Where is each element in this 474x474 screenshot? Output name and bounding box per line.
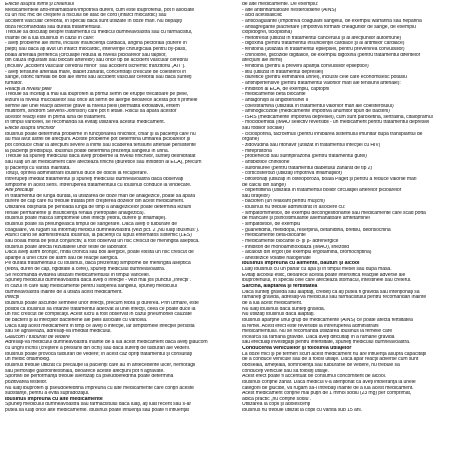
text-line: (inclusiv „accident vascular cerebral minor” sau accident ischemic tranzitoriu „AIT”). xyxy=(5,64,186,70)
text-line: - anestezice volatile halogenate xyxy=(242,255,311,261)
text-line: simptome în acest sens. Întreruperea tratamentului cu Ibusinus conduce la vindecare. xyxy=(5,182,192,188)
text-line: - zidovudină sau ritonavir (utilizat în tratamentul infecţiei cu HIV) xyxy=(242,143,381,149)
text-line: cu unghi închis (creştere a presiunii din ochi) sau dacă suferiţi de tulburări ale vederii. xyxy=(5,346,190,352)
text-line: Se recomandă evitarea utilizării medicamentului în timpul varicelei. xyxy=(5,272,150,278)
text-line: semne ale unei reacţii adverse grave la nivelul pielii (dermatită exfoliativă, eritem xyxy=(5,103,180,109)
text-line: sau perforaţie gastrointestinală, deoarece aceste afecţiuni pot fi agravate. xyxy=(5,368,165,374)
text-line: la pacienţii predispuşi. Ibusinus poate determina prezenţa sângelui în urină. xyxy=(5,148,170,154)
text-line: ibuprofenului, în special cele care afectează stomacul, intestinele sau creierul. xyxy=(242,278,412,284)
text-line: - metotrexat (utilizat în tratamentul cancerului şi al afecţiunilor autoimune) xyxy=(242,35,402,41)
text-line: Trebuie să încetaţi a mai lua ibuprofen la primul semn de erupţie trecătoare pe piele, xyxy=(5,92,189,98)
text-line: multiform, sindrom Stevens-Johnson) care pot fi letale. Riscul să apară acestor xyxy=(5,109,177,115)
text-line: - simpatomimetice, de exemplu decongestionante sau medicamente care scad pofta xyxy=(242,210,426,216)
text-line: înainte de a lua Ibusinus în cazul în care: xyxy=(5,35,95,41)
text-line: clopidogrel, ticlopidină) xyxy=(242,30,292,36)
text-line: Acest efect poate fi accentuat de consumul concomitent de alcool. xyxy=(242,374,387,380)
text-line: - mifepristonă xyxy=(242,148,272,154)
text-line: de a conduce vehicule sau de a folosi utilaje. Dacă apar reacţii adverse cum sunt xyxy=(242,357,419,363)
section-heading: Efecte asupra inimii şi creierului xyxy=(5,2,74,7)
text-line: Atunci când se administrează Ibusinus, la pacienţii cu lupus eritematos sistemic (LES) xyxy=(5,233,192,239)
text-line: Ibusinus poate determina probleme în funcţionarea rinichilor, chiar şi la pacienţii care nu xyxy=(5,131,196,137)
text-line: rămâneţi gravidă, adresaţi-vă medicului sau farmacistului pentru recomandări înainte xyxy=(242,295,427,301)
text-line: cu un risc mic de creştere a riscului de atac de cord (infarct miocardic) sau xyxy=(5,13,167,19)
text-line: - medicamente beta blocante xyxy=(242,92,306,98)
text-line: - ISRS (medicamente împotriva depresiei), cum sunt paroxetina, sertralina, citalopramul xyxy=(242,114,433,120)
text-line: - moclobemidă (IMAO selectiv reversibil - un medicament pentru tratamentul depresiei xyxy=(242,120,430,126)
text-line: adică practic „nu conţine sodiu”. xyxy=(242,396,312,402)
text-line: putea să luaţi orice alte medicamente. Ibusinus poate influenţa sau poate fi influenţat xyxy=(5,408,189,414)
text-line: sau braţelor) xyxy=(242,193,270,199)
text-line: coagulare, vă rugăm să informaţi medicul dumneavoastră (vezi pct. 2 „Nu luaţi Ibusinus”). xyxy=(5,227,200,233)
text-line: Pe durata tratamentului cu Ibusinus, dacă prezentaţi simptome de meningită aseptică xyxy=(5,261,191,267)
text-line: Spuneţi medicului dumneavoastră dacă aveţi o infecţie - vezi mai jos punctul „Infecţii”. xyxy=(5,278,192,284)
text-line: Dacă sunteţi gravidă sau alăptaţi, credeţi că aţi putea fi gravidă sau intenţionaţi să xyxy=(242,289,420,295)
left-text-column xyxy=(5,2,234,414)
section-heading: Glaucom / tulburări de vedere xyxy=(5,334,70,340)
text-line: Nu luaţi ibuprofen şi pseudoefedrină împreună cu alte medicamente care conţin aceste xyxy=(5,385,194,391)
text-line: - aveţi tensiune arterială mare, diabet zaharat, concentraţii crescute de colesterol în xyxy=(5,69,187,75)
text-line: sau fobiilor sociale) xyxy=(242,126,284,132)
text-line: au mai avut astfel de afecţiuni. Aceste probleme pot determina umflarea picioarelor şi xyxy=(5,137,191,143)
text-line: Ibusinus poate provoca tulburări de vedere; în acest caz opriţi tratamentul şi consultaţi xyxy=(5,351,192,357)
text-line: renale permanente şi insuficienţă renală (nefropatie analgezică). xyxy=(5,210,145,216)
text-line: - chinolone, glicozide digitalice, de exemplu digoxină (pentru tratamentul diferitelor xyxy=(242,52,421,58)
text-line: La doze mici şi pe termen scurt acest medicament nu are influenţă asupra capacităţii xyxy=(242,351,427,357)
right-text-column xyxy=(242,2,468,414)
text-line: substanţe, pentru a evita supradozajul. xyxy=(5,391,90,397)
text-line: Utilizarea la copii şi adolescenţi xyxy=(242,402,311,408)
text-line: Ibusinus conţine zahăr. Dacă medicul v-a atenţionat că aveţi intoleranţă la unele xyxy=(242,379,416,385)
text-line: din cauza îngustării sau blocării arterelor) sau orice tip de accident vascular cerebral xyxy=(5,58,188,64)
section-heading: Alte precauţii xyxy=(5,188,34,194)
text-line: dumneavoastră înainte de a utiliza acest medicament. xyxy=(5,289,123,295)
text-line: Spuneţi medicului dumneavoastră sau farmacistului dacă luaţi, aţi luat recent sau s-ar xyxy=(5,402,191,408)
text-line: Ibusinus trebuie utilizat cu precauţie la pacienţii care au în antecedente ulcer, hemoragii xyxy=(5,363,196,368)
text-line: Sportivii de performanţă trebuie avertizaţi că pseudoefedrina poate determina xyxy=(5,374,174,380)
text-line: - bifosfonaţi (utilizaţi în osteoporoză, boala Paget şi pentru a reduce valorile mari xyxy=(242,176,417,182)
text-line: sau se agravează, adresaţi-vă imediat medicului. xyxy=(5,329,112,335)
text-line: (febră, dureri de cap, rigiditate a cefei), spuneţi medicului dumneavoastră. xyxy=(5,267,166,273)
text-line: Nu utilizaţi Ibusinus dacă alăptaţi. xyxy=(242,312,315,318)
text-line: În timpul varicelei, se recomandă să evitaţi utilizarea acestui medicament. xyxy=(5,120,165,126)
section-heading: Ibusinus împreună cu alte medicamente xyxy=(5,396,103,402)
text-line: - antibiotice chinolone xyxy=(242,159,290,165)
text-line: - digoxină (pentru tratamentul insuficienţei cardiace şi al aritmiilor cardiace) xyxy=(242,41,405,47)
text-line: pot conduce chiar la afecţiuni severe a inimii sau scăderea tensiunii arteriale persistente xyxy=(5,143,196,149)
text-line: În tratamentul de lungă durată, la utilizarea de doze mari de analgezice, poate să apară xyxy=(5,193,196,199)
text-line: Medicamentele anti-inflamatoare/împotriva durerii, cum este ibuprofenul, pot fi asociate xyxy=(5,7,195,13)
text-line: - fenitoină (pentru a preveni apariţia convulsiilor epileptice) xyxy=(242,64,369,70)
text-line: acestor reacţii este în prima lună de tratament. xyxy=(5,114,107,120)
text-line: Luaţi Ibusinus cu un pahar cu apă şi în timpul mesei sau după masă. xyxy=(242,267,392,273)
text-line: organe) xyxy=(242,137,259,143)
text-line: - medicamente blocante α- şi β- adrenergice xyxy=(242,238,339,244)
text-line: - fenitoină (utilizată în tratamentul epilepsiei, pentru prevenirea convulsiilor) xyxy=(242,47,405,53)
text-line: Ibusinus aparţine unui grup de medicamente (AINS) ce poate afecta fertilitatea xyxy=(242,317,413,323)
text-line: piept) sau dacă aţi avut un infarct miocardic, intervenţie chirurgicală pentru by-pass, xyxy=(5,47,187,53)
text-line: Ibusinus poate ascunde semnele unor infecţii, precum febra şi durerea. Prin urmare, este xyxy=(5,300,199,306)
text-line: Utilizarea obişnuită pe perioadă lungă de timp a analgezicelor poate determina leziuni xyxy=(5,205,192,211)
text-line: sânge, istoric familial de boli ale inimii sau accident vascular cerebral sau dacă sunteţi xyxy=(5,75,192,81)
text-line: fumător. xyxy=(5,80,23,86)
text-line: un risc crescut de complicaţii. Acest lucru a fost observat în cazul pneumoniei cauzate xyxy=(5,312,192,318)
text-line: Ibusinus nu trebuie utilizat la copii cu vârsta sub 15 ani. xyxy=(242,408,362,414)
text-line: medicamentului. Nu se recomandă utilizarea Ibusinus la femeile care xyxy=(242,329,393,335)
text-line: - inhibitori de monoaminoxidază (IMAO), linezolid xyxy=(242,244,350,250)
text-line: durere de cap care nu trebuie tratată prin creşterea dozelor din acest medicament. xyxy=(5,199,185,205)
text-line: - alte antiinflamatoare nesteroidiene (AINS) xyxy=(242,7,337,13)
text-line: de calciu din sânge) xyxy=(242,182,286,188)
text-line: sau boală mixtă de ţesut conjunctiv, a fost observat un risc crescut de meningită aseptică. xyxy=(5,238,200,244)
text-line: - antiagregante plachetare (împotriva formării cheagurilor de sânge, de exemplu xyxy=(242,24,416,30)
text-line: - colestiramină (utilizată în tratamentul valorilor mari ale colesterolului) xyxy=(242,103,394,109)
section-heading: Infecţii xyxy=(5,295,20,301)
section-heading: Sarcina, alăptarea şi fertilitatea xyxy=(242,284,318,290)
text-line: - Ibusinus nu trebuie administrat în asociere cu: xyxy=(242,205,346,211)
text-line: - ciclosporină, tacrolimus (pentru inhibarea sistemului imunitar după transplantul de xyxy=(242,131,423,137)
text-line: şi pacienţii cu vârstă înaintată. xyxy=(5,165,71,171)
text-line: încearcă să rămână gravide. Dacă aveţi dificultăţi în a rămâne gravidă xyxy=(242,334,395,340)
text-line: Adresaţi-vă medicului dumneavoastră înainte de a lua acest medicament dacă aveţi glaucom xyxy=(5,340,208,346)
text-line: - antihipertensive (pentru tratamentul valorilor mari ale tensiunii arteriale): xyxy=(242,80,401,86)
text-line: - medicamente beta-blocante xyxy=(242,233,306,239)
text-line: - simpatolitice, de exemplu xyxy=(242,221,301,227)
text-line: apariţie a unei crize de astm sau de reacţie alergică. xyxy=(5,255,119,261)
text-line: Dacă aveţi astm bronşic, rinită cronică sau boli alergice, poate exista un risc crescut de xyxy=(5,250,194,256)
text-line: - diuretice (pentru eliminarea urinei), inclusiv cele care economisesc potasiu xyxy=(242,75,407,81)
text-line: - antagonişti ai angiotensinei II xyxy=(242,97,309,103)
text-line: de alte medicamente. De exemplu: xyxy=(242,2,319,7)
text-line: de mâncare şi psihostimulante asemănătoare amfetaminei xyxy=(242,216,370,222)
text-line: accident vascular cerebral, în special dacă sunt utilizate în doze mari. Nu depăşiţi xyxy=(5,18,182,24)
text-line: Întrerupeţi imediat tratamentul şi spuneţi medicului dumneavoastră dacă observaţi xyxy=(5,176,184,182)
section-heading: Conducerea vehiculelor şi folosirea utilajelor xyxy=(242,346,352,352)
text-line: Nu luaţi Ibusinus dacă sunteţi gravidă. xyxy=(242,306,325,312)
text-line: pozitivarea testelor. xyxy=(5,379,48,385)
text-line: Totuşi, oprirea administrării Ibusinus duce de obicei la recuperare. xyxy=(5,171,148,177)
text-line: leziuni la nivelul mucoaselor sau orice alt semn de alergie deoarece acesta pot fi primele xyxy=(5,97,198,103)
text-line: la femei. Acest efect este reversibil la întreruperea administrării xyxy=(242,323,379,329)
section-heading: Ibusinus împreună cu alimente, băuturi şi alcool xyxy=(242,261,360,267)
text-line: Ibusinus poate să prelungească timpul de sângerare. Dacă aveţi o tulburare de xyxy=(5,221,177,227)
text-line: - guanetidină, metildopa, reserpină, betanidină, bretiliu, debrisochină xyxy=(242,227,391,233)
text-line: - probenecid sau sulfinpirazonă (pentru tratamentul gutei) xyxy=(242,154,367,160)
text-line: Trebuie să spuneţi medicului dacă aveţi probleme la nivelul rinichilor, sunteţi deshidratat xyxy=(5,154,196,160)
text-line: conduceţi vehicule sau să folosiţi utilaje. xyxy=(242,368,329,374)
text-line: Acest medicament conţine mai puţin de 1 mmol sodiu (23 mg) per comprimat, xyxy=(242,391,412,397)
text-line: - anticoagulante (împotriva coagulării sângelui, de exemplu warfarina sau heparina xyxy=(242,18,422,24)
text-line: sau efectuaţi investigaţii pentru infertilitate, spuneţi medicului dumneavoastră. xyxy=(242,340,411,346)
text-line: - oxpentifilină (utilizată în tratamentul bolilor circulaţiei arterelor picioarelor xyxy=(242,188,402,194)
text-line: boală arterială periferică (circulaţie redusă la nivelul picioarelor sau tălpilor, xyxy=(5,52,167,58)
text-line: Evitaţi alcoolul etilic, deoarece acesta poate intensifica reacţiile adverse ale xyxy=(242,272,406,278)
text-line: - corticosteroizi (utilizaţi împotriva inflamaţiilor) xyxy=(242,171,342,177)
text-line: - litiu (utilizat în tratamentul depresiei) xyxy=(242,69,324,75)
text-line: afecţiuni ale inimii) xyxy=(242,58,283,64)
text-line: Dacă luaţi acest medicament în timp ce aveţi o infecţie, iar simptomele infecţiei persistă xyxy=(5,323,195,329)
text-line: Ibusinus poate afecta rezultatele unor teste de laborator. xyxy=(5,244,128,250)
text-line: sau luaţi un alt medicament care afectează rinichii (diuretice sau inhibitori ai ECA), precum xyxy=(5,159,202,165)
text-line: oboseala, ameţeala, somnolenţa sau tulburările de vedere, nu trebuie să xyxy=(242,363,400,368)
text-line: - sulfoniluree (pentru tratamentul diabetului zaharat de tip 2) xyxy=(242,165,373,171)
text-line: de a lua acest medicament. xyxy=(242,300,303,306)
text-line: posibil ca Ibusinus să întârzie tratamentul adecvat al unei infecţii, ceea ce poate duce la xyxy=(5,306,196,312)
text-line: - aminoglicozide (medicamente împotriva anumitor tipuri de bacterii) xyxy=(242,109,390,115)
text-line: - baclofen (un relaxant pentru muşchi) xyxy=(242,199,325,205)
text-line: Trebuie să discutaţi despre tratamentul cu medicul dumneavoastră sau cu farmacistul, xyxy=(5,30,193,36)
text-line: În cazul în care luaţi medicamente pentru subţierea sângelui, spuneţi medicului xyxy=(5,284,177,290)
text-line: - alcaloizi din ergot (de exemplu ergotamina, bromocriptina) xyxy=(242,250,372,256)
text-line: - acid acetilsalicilic xyxy=(242,13,283,19)
text-line: Ibusinus poate masca simptomele unei infecţii (febră, durere şi inflamaţie). xyxy=(5,216,167,222)
text-line: doza recomandată sau durata tratamentului. xyxy=(5,24,102,30)
text-line: categorii de glucide, vă rugăm să-l întrebaţi înainte de a lua acest medicament. xyxy=(242,385,414,391)
text-line: de bacterii şi al infecţiilor bacteriene ale pielii asociate cu varicela. xyxy=(5,317,148,323)
section-heading: Efecte asupra rinichilor xyxy=(5,126,55,132)
text-line: - aveţi probleme ale inimii, inclusiv insuficienţă cardiacă, angină pectorală (durere în xyxy=(5,41,187,47)
text-line: - inhibitori ai ECA, de exemplu, captopril xyxy=(242,86,330,92)
section-heading: Reacţii la nivelul pielii xyxy=(5,86,52,92)
text-line: un medic oftalmolog. xyxy=(5,357,51,363)
